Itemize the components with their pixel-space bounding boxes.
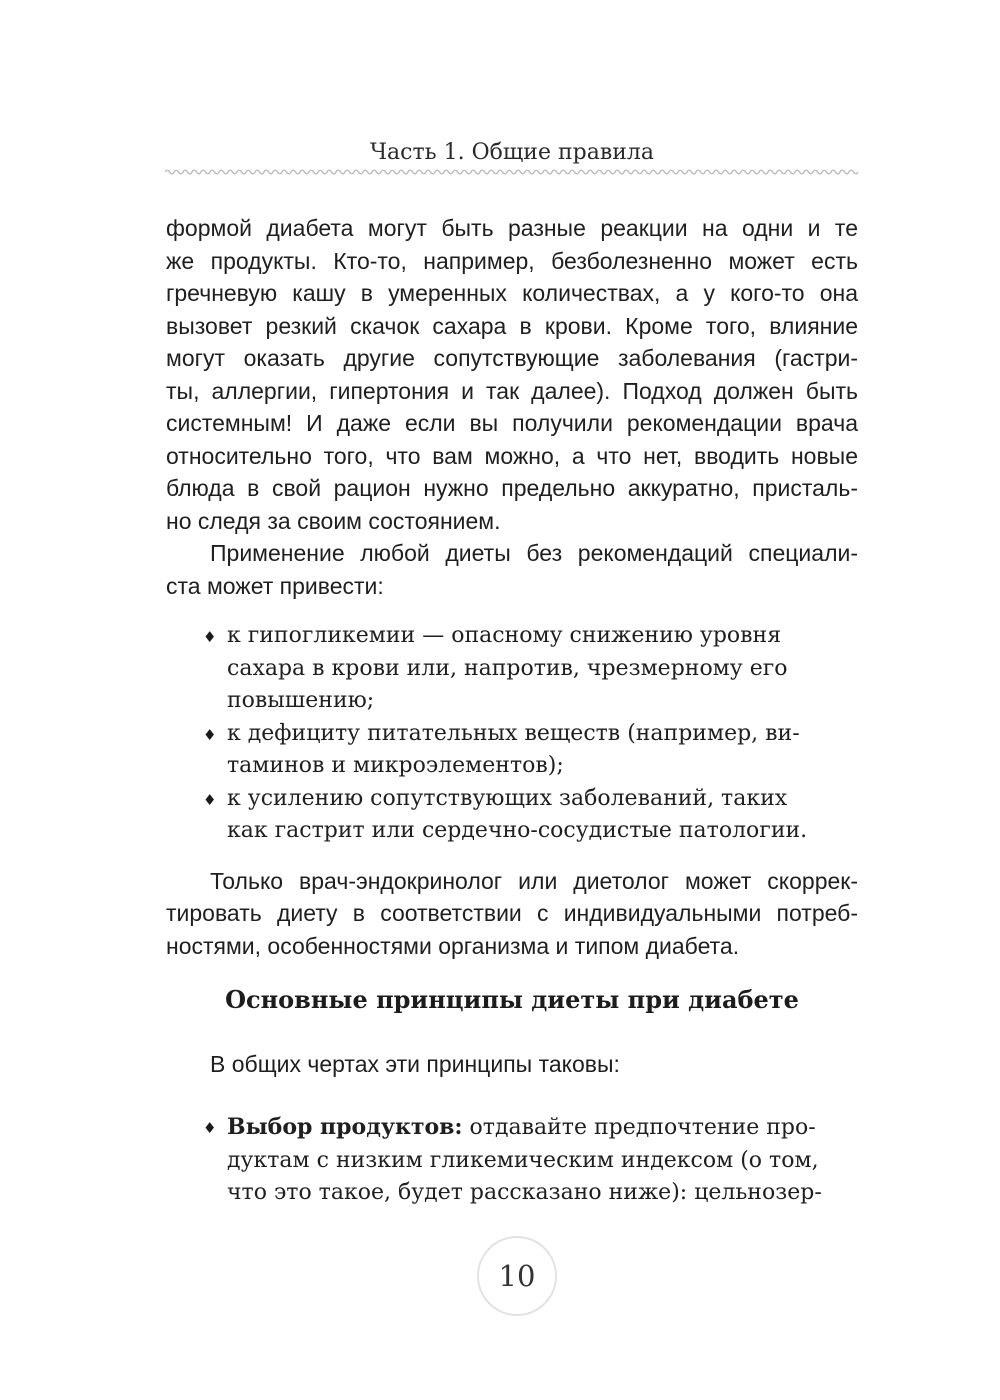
text-line: ностями, особенностями организма и типом диабета. xyxy=(166,932,740,959)
paragraph-doctor xyxy=(166,865,858,963)
text-line: формой диабета могут быть разные реакции на одни и те xyxy=(166,215,858,241)
text-column xyxy=(166,212,858,1210)
text-line: Только врач-эндокринолог или диетолог может скоррек- xyxy=(210,867,858,894)
diamond-bullet-icon: ♦ xyxy=(203,725,217,744)
list-item xyxy=(166,620,858,718)
principles-bullet-list xyxy=(166,1111,858,1210)
diamond-bullet-icon: ♦ xyxy=(203,628,217,646)
text-line: к дефициту питательных веществ (например, ви- xyxy=(227,720,800,746)
list-item-continuation xyxy=(227,1145,858,1210)
text-line: как гастрит или сердечно-сосудистые патологии. xyxy=(227,818,808,843)
page-number: 10 xyxy=(498,1259,536,1293)
text-line: могут оказать другие сопутствующие заболевания (гастри- xyxy=(166,345,858,371)
risk-bullet-list xyxy=(166,620,858,848)
list-item xyxy=(166,1111,858,1210)
text-line: повышению; xyxy=(227,688,375,713)
text-line: ста может привести: xyxy=(166,572,384,599)
paragraph-intro xyxy=(166,212,858,537)
text-line: блюда в свой рацион нужно предельно аккуратно, присталь- xyxy=(166,475,858,501)
list-item-text xyxy=(227,783,858,848)
text-line: сахара в крови или, напротив, чрезмерному его xyxy=(227,655,788,681)
text-line: гречневую кашу в умеренных количествах, а у кого-то она xyxy=(166,280,858,306)
text-line: к усилению сопутствующих заболеваний, таких xyxy=(227,785,788,811)
list-item-term-rest: отдавайте предпочтение про- xyxy=(469,1115,816,1140)
paragraph-principles-intro xyxy=(166,1048,858,1081)
list-item-text xyxy=(227,1111,858,1210)
text-line: же продукты. Кто-то, например, безболезненно может есть xyxy=(166,247,858,274)
list-item-term: Выбор продуктов: xyxy=(227,1114,463,1140)
running-header: Часть 1. Общие правила xyxy=(370,140,654,165)
list-item-text xyxy=(227,620,858,718)
text-line: В общих чертах эти принципы таковы: xyxy=(210,1050,620,1077)
text-line: но следя за своим состоянием. xyxy=(166,507,501,534)
diamond-bullet-icon: ♦ xyxy=(203,1119,217,1137)
list-item xyxy=(166,783,858,848)
page-number-circle xyxy=(477,1236,557,1316)
list-item-lead-line xyxy=(227,1111,858,1145)
section-heading: Основные принципы диеты при диабете xyxy=(225,985,799,1014)
text-line: дуктам с низким гликемическим индексом (о том, xyxy=(227,1147,819,1173)
text-line: к гипогликемии — опасному снижению уровня xyxy=(227,623,782,648)
text-line: что это такое, будет рассказано ниже): цельнозер- xyxy=(227,1180,822,1205)
text-line: относительно того, что вам можно, а что нет, вводить новые xyxy=(166,442,858,469)
list-item-text xyxy=(227,718,858,783)
wavy-rule-path xyxy=(165,170,858,174)
text-line: системным! И даже если вы получили рекомендации врача xyxy=(166,410,858,436)
text-line: Применение любой диеты без рекомендаций специали- xyxy=(210,540,858,566)
paragraph-warning xyxy=(166,537,858,602)
text-line: тировать диету в соответствии с индивидуальными потреб- xyxy=(166,900,858,926)
text-line: ты, аллергии, гипертония и так далее). Подход должен быть xyxy=(166,377,858,404)
list-item xyxy=(166,718,858,783)
diamond-bullet-icon: ♦ xyxy=(203,790,217,809)
wavy-rule xyxy=(165,167,859,177)
text-line: таминов и микроэлементов); xyxy=(227,753,564,778)
text-line: вызовет резкий скачок сахара в крови. Кроме того, влияние xyxy=(166,312,858,339)
